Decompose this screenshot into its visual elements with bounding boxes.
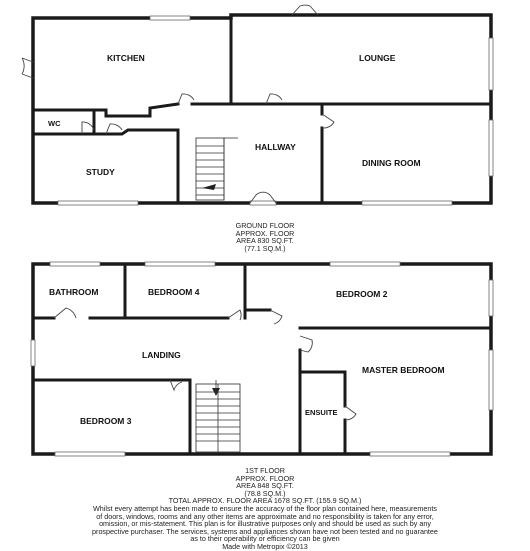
disclaimer-line: of doors, windows, rooms and any other items are approximate and no responsibility is taken for any error, — [96, 511, 434, 521]
kitchen-label: KITCHEN — [107, 53, 145, 63]
lounge-window-side — [489, 38, 493, 90]
bedroom2-label: BEDROOM 2 — [336, 289, 388, 299]
front-door-panel — [250, 201, 276, 205]
master-window-bottom — [370, 452, 450, 456]
kitchen-window — [150, 16, 190, 20]
first-floor-plan — [31, 262, 493, 456]
kitchen-hall-door — [178, 94, 194, 104]
first-staircase — [196, 380, 240, 452]
bathroom-label: BATHROOM — [49, 287, 99, 297]
dining-room-label: DINING ROOM — [362, 158, 421, 168]
bed2-window — [330, 262, 400, 266]
bedroom3-label: BEDROOM 3 — [80, 416, 132, 426]
study-label: STUDY — [86, 167, 115, 177]
caption-line: APPROX. FLOOR — [235, 473, 295, 483]
caption-line: APPROX. FLOOR — [235, 228, 295, 238]
landing-label: LANDING — [142, 350, 181, 360]
total-area: TOTAL APPROX. FLOOR AREA 1678 SQ.FT. (155.9 SQ.M.) — [168, 496, 362, 506]
caption-line: 1ST FLOOR — [245, 466, 285, 475]
master-bedroom-label: MASTER BEDROOM — [362, 365, 445, 375]
caption-line: AREA 848 SQ.FT. — [236, 481, 294, 491]
dining-door — [322, 114, 334, 128]
caption-line: (78.8 SQ.M.) — [244, 488, 286, 498]
first-floor-caption — [60, 467, 470, 551]
disclaimer-line: as to their operability or efficiency can be given — [190, 534, 340, 544]
made-with-credit: Made with Metropix ©2013 — [222, 541, 308, 551]
bathroom-door — [54, 308, 76, 318]
disclaimer-line: Whilst every attempt has been made to ensure the accuracy of the floor plan contained here, measurements — [93, 503, 437, 513]
caption-line: GROUND FLOOR — [235, 221, 295, 230]
caption-line: (77.1 SQ.M.) — [244, 243, 286, 253]
bed3-window — [55, 452, 125, 456]
disclaimer-line: omission, or mis-statement. This plan is for illustrative purposes only and should be used as such by any — [99, 519, 431, 529]
wc-label: WC — [48, 119, 61, 128]
caption-line: AREA 830 SQ.FT. — [236, 236, 294, 246]
bed4-door — [228, 310, 241, 320]
bedroom4-label: BEDROOM 4 — [148, 287, 200, 297]
study-door — [106, 124, 122, 134]
lounge-label: LOUNGE — [359, 53, 396, 63]
master-door — [300, 336, 312, 352]
ground-staircase — [196, 138, 238, 200]
bed2-window-side — [489, 280, 493, 316]
bed2-door — [270, 310, 282, 324]
bathroom-window — [50, 262, 100, 266]
bed4-window — [145, 262, 215, 266]
ground-floor-plan — [22, 5, 493, 205]
kitchen-lower-wall — [33, 104, 178, 116]
ground-floor-caption — [180, 222, 350, 252]
dining-window-bottom — [362, 201, 452, 205]
ensuite-label: ENSUITE — [305, 408, 338, 417]
wc-door — [82, 122, 94, 134]
dining-window-side — [489, 120, 493, 176]
lounge-hall-door — [266, 94, 282, 104]
landing-window — [31, 340, 35, 366]
ensuite-door — [345, 406, 356, 420]
disclaimer-line: prospective purchaser. The services, systems and appliances shown have not been tested and no guarantee — [92, 526, 438, 536]
hallway-label: HALLWAY — [255, 142, 296, 152]
master-window-side — [489, 350, 493, 410]
study-window — [58, 201, 138, 205]
